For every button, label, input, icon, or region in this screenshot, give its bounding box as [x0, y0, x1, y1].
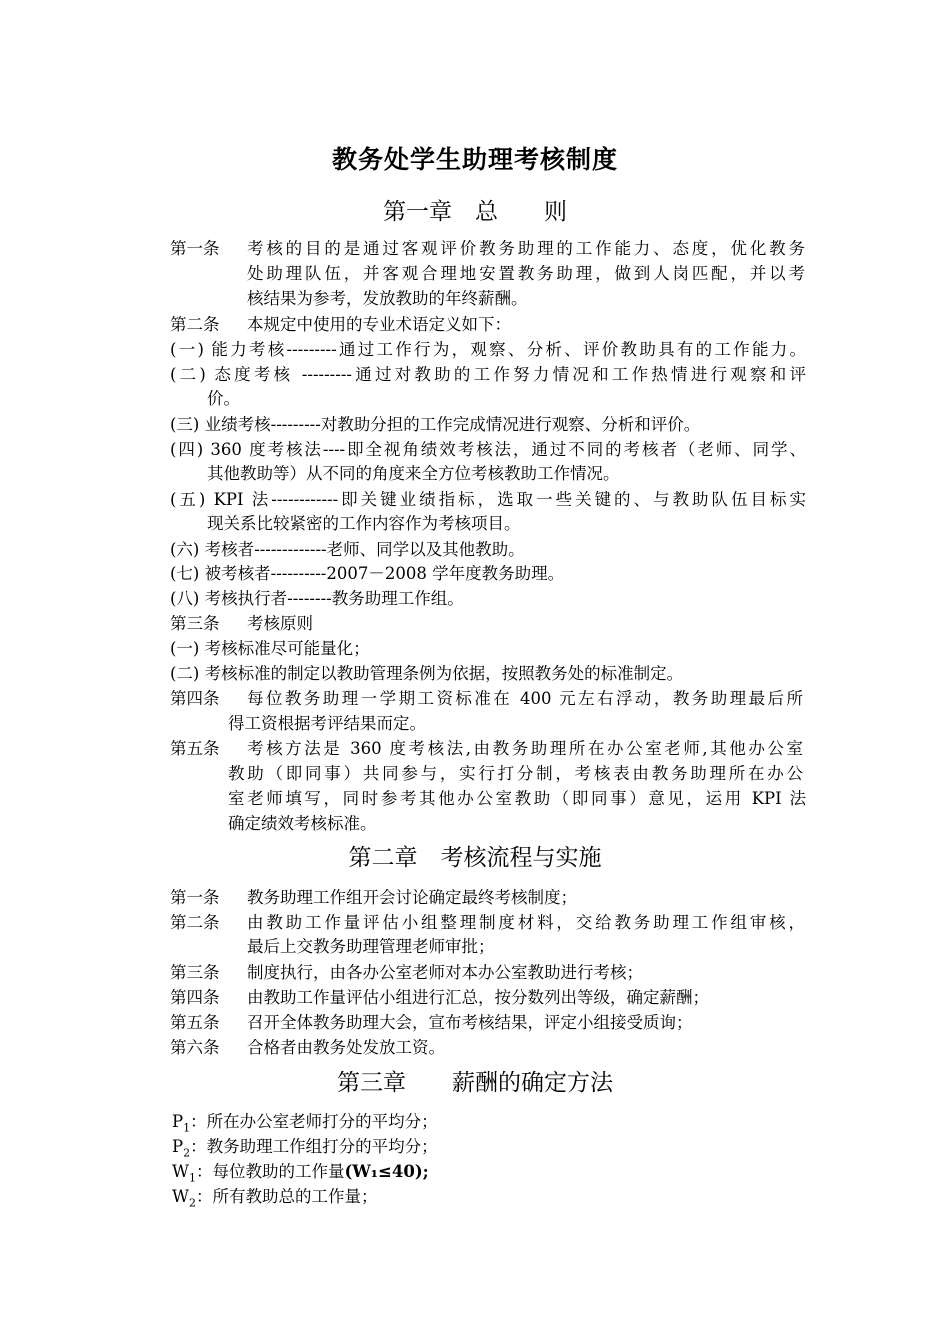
ch2-article-line: 由教助工作量评估小组进行汇总，按分数列出等级，确定薪酬；: [247, 988, 709, 1007]
variable-subscript: 2: [183, 1146, 191, 1160]
definition-line: (二) 态度考核 ---------通过对教助的工作努力情况和工作热情进行观察和评: [170, 365, 806, 384]
article-5-line: 考核方法是 360 度考核法,由教务助理所在办公室老师,其他办公室: [247, 739, 803, 758]
article-2-text: 本规定中使用的专业术语定义如下：: [247, 315, 511, 334]
variable-subscript: 1: [188, 1171, 196, 1185]
variable-text: ：所有教助总的工作量；: [195, 1187, 378, 1206]
variable-constraint: (W₁≤40);: [344, 1162, 429, 1181]
variable-symbol: P: [172, 1137, 184, 1156]
principle-item: (一) 考核标准尽可能量化；: [170, 639, 370, 658]
definition-line: (一) 能力考核---------通过工作行为，观察、分析、评价教助具有的工作能力。: [170, 340, 806, 359]
ch2-article-label: 第六条: [170, 1038, 220, 1057]
article-5-line: 教助（即同事）共同参与，实行打分制，考核表由教务助理所在办公: [228, 764, 803, 783]
principle-item: (二) 考核标准的制定以教助管理条例为依据，按照教务处的标准制定。: [170, 664, 684, 683]
article-4-label: 第四条: [170, 689, 220, 708]
variable-symbol: P: [172, 1112, 184, 1131]
article-1-label: 第一条: [170, 239, 220, 258]
variable-definition: [172, 1184, 377, 1215]
article-1-line: 核结果为参考，发放教助的年终薪酬。: [247, 289, 528, 308]
ch2-article-label: 第三条: [170, 963, 220, 982]
article-3-text: 考核原则: [247, 614, 313, 633]
article-4-line: 得工资根据考评结果而定。: [228, 714, 426, 733]
article-4-line: 每位教务助理一学期工资标准在 400 元左右浮动，教务助理最后所: [247, 689, 803, 708]
chapter-2-heading: 第二章 考核流程与实施: [348, 845, 602, 871]
definition-line: (六) 考核者-------------老师、同学以及其他教助。: [170, 540, 525, 559]
document-title: 教务处学生助理考核制度: [331, 145, 618, 174]
article-5-line: 室老师填写，同时参考其他办公室教助（即同事）意见，运用 KPI 法: [228, 789, 806, 808]
ch2-article-line: 合格者由教务处发放工资。: [247, 1038, 445, 1057]
definition-line: (五) KPI 法------------即关键业绩指标，选取一些关键的、与教助队伍目标实: [170, 490, 806, 509]
ch2-article-label: 第一条: [170, 888, 220, 907]
article-3-label: 第三条: [170, 614, 220, 633]
ch2-article-label: 第四条: [170, 988, 220, 1007]
definition-line: 其他教助等）从不同的角度来全方位考核教助工作情况。: [207, 464, 620, 483]
ch2-article-line: 教务助理工作组开会讨论确定最终考核制度；: [247, 888, 577, 907]
article-5-line: 确定绩效考核标准。: [228, 814, 377, 833]
definition-line: (八) 考核执行者--------教务助理工作组。: [170, 589, 464, 608]
ch2-article-line: 召开全体教务助理大会，宣布考核结果，评定小组接受质询；: [247, 1013, 693, 1032]
chapter-3-heading: 第三章 薪酬的确定方法: [337, 1070, 613, 1096]
ch2-article-line: 制度执行，由各办公室老师对本办公室教助进行考核；: [247, 963, 643, 982]
definition-line: 价。: [207, 389, 240, 408]
ch2-article-line: 由教助工作量评估小组整理制度材料，交给教务助理工作组审核，: [247, 913, 805, 932]
ch2-article-label: 第五条: [170, 1013, 220, 1032]
article-1-line: 考核的目的是通过客观评价教务助理的工作能力、态度，优化教务: [247, 239, 805, 258]
ch2-article-label: 第二条: [170, 913, 220, 932]
definition-line: (七) 被考核者----------2007－2008 学年度教务助理。: [170, 564, 565, 583]
variable-symbol: W: [172, 1162, 189, 1181]
variable-text: ：教务助理工作组打分的平均分；: [190, 1137, 438, 1156]
definition-line: 现关系比较紧密的工作内容作为考核项目。: [207, 514, 521, 533]
variable-text: ：所在办公室老师打分的平均分；: [190, 1112, 438, 1131]
definition-line: (三) 业绩考核---------对教助分担的工作完成情况进行观察、分析和评价。: [170, 415, 701, 434]
variable-subscript: 1: [183, 1121, 191, 1135]
chapter-1-heading: 第一章 总 则: [383, 199, 567, 225]
variable-symbol: W: [172, 1187, 189, 1206]
article-5-label: 第五条: [170, 739, 220, 758]
definition-line: (四) 360 度考核法----即全视角绩效考核法，通过不同的考核者（老师、同学、: [170, 440, 806, 459]
variable-text: ：每位教助的工作量: [195, 1162, 345, 1181]
ch2-article-line: 最后上交教务助理管理老师审批；: [247, 937, 495, 956]
variable-subscript: 2: [188, 1196, 196, 1210]
article-1-line: 处助理队伍，并客观合理地安置教务助理，做到人岗匹配，并以考: [247, 264, 805, 283]
article-2-label: 第二条: [170, 315, 220, 334]
